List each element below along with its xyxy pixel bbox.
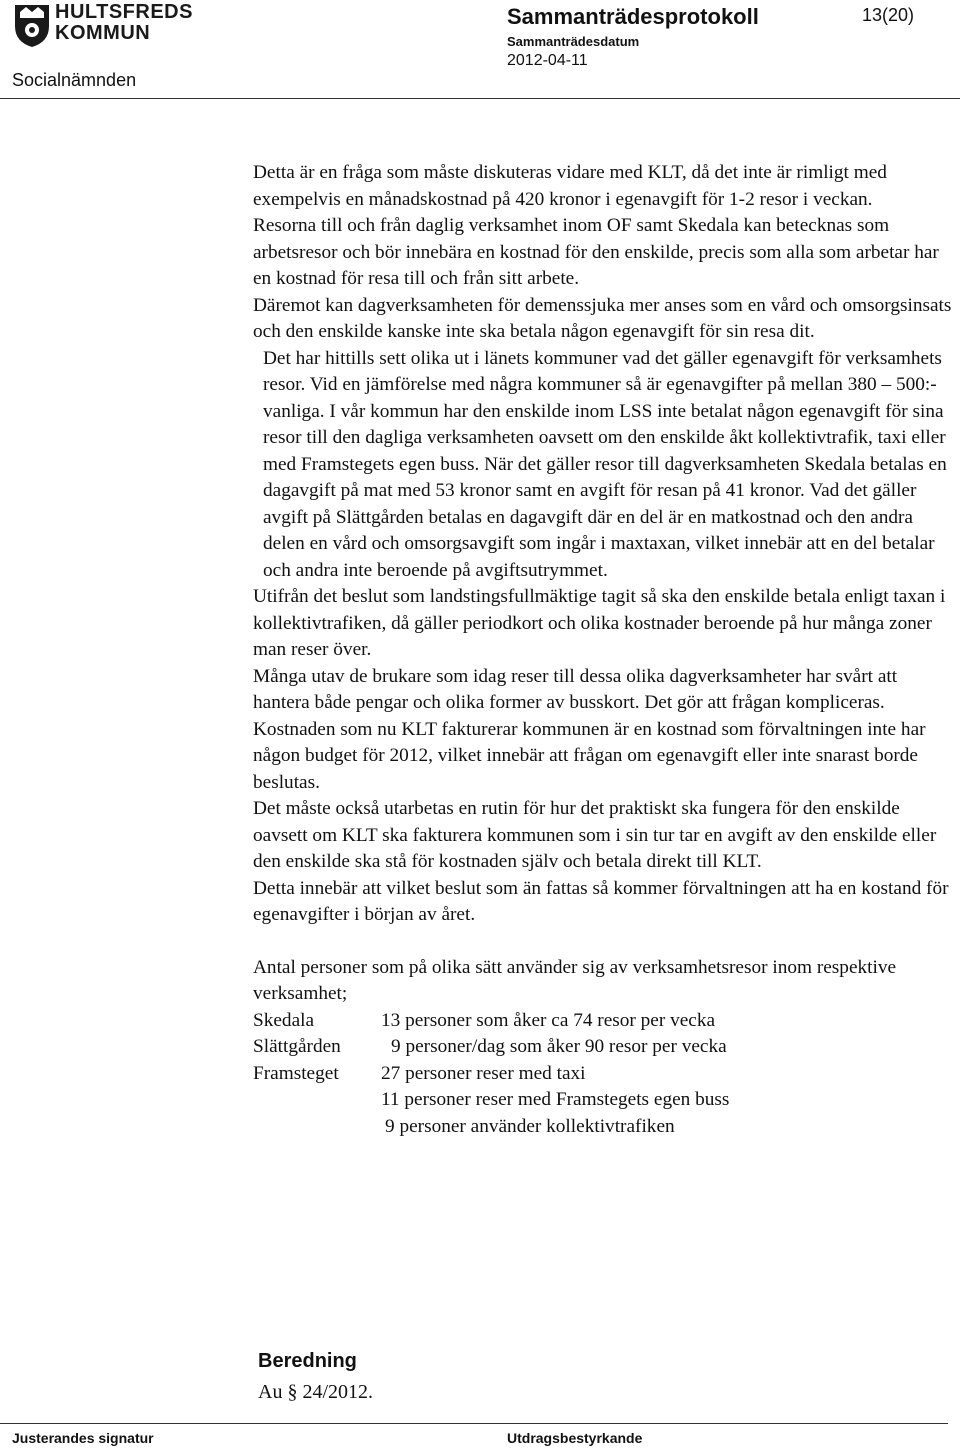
date-label: Sammanträdesdatum	[507, 34, 640, 49]
paragraph: Resorna till och från daglig verksamhet inom OF samt Skedala kan betecknas som arbetsresor och bör innebära en kostnad för den enskilde, precis som alla som arbetar har en kostnad för resa till och från sitt arbete.	[253, 215, 939, 289]
table-text: 9 personer använder kollektivtrafiken	[385, 1115, 675, 1137]
table-row	[253, 1114, 953, 1141]
table-place: Skedala	[253, 1009, 315, 1031]
paragraph: Kostnaden som nu KLT fakturerar kommunen är en kostnad som förvaltningen inte har någon budget för 2012, vilket innebär att frågan om egenavgift eller inte snarast borde beslutas.	[253, 718, 926, 793]
logo-line-2: KOMMUN	[55, 22, 151, 44]
table-text: 9 personer/dag som åker 90 resor per vecka	[391, 1036, 727, 1057]
paragraph: Många utav de brukare som idag reser till dessa olika dagverksamheter har svårt att hantera både pengar och olika former av busskort. Det gör att frågan kompliceras.	[253, 665, 898, 713]
section-reference: Au § 24/2012.	[258, 1381, 373, 1403]
municipality-logo	[12, 2, 212, 50]
document-body	[253, 160, 953, 1140]
paragraph: Däremot kan dagverksamheten för demenssjuka mer anses som en vård och omsorgsinsats och den enskilde kanske inte ska betala någon egenavgift för sin resa dit.	[253, 294, 952, 342]
paragraph: Detta innebär att vilket beslut som än fattas så kommer förvaltningen att ha en kostand för egenavgifter i början av året.	[253, 877, 949, 925]
footer-divider	[0, 1423, 948, 1424]
table-row	[253, 1061, 953, 1088]
table-place	[253, 1114, 381, 1141]
travel-table	[253, 1008, 953, 1141]
paragraph: Det har hittills sett olika ut i länets kommuner vad det gäller egenavgift för verksamhets resor. Vid en jämförelse med några kommuner så är egenavgifter på mellan 380 – 500:- vanliga. I vår kommun har den enskilde inom LSS inte betalat någon egenavgift för sina resor till den dagliga verksamheten oavsett om den enskilde åkt kollektivtrafik, taxi eller med Framstegets egen buss. När det gäller resor till dagverksamheten Skedala betalas en dagavgift på mat med 53 kronor samt en avgift för resan på 41 kronor. Vad det gäller avgift på Slättgården betalas en dagavgift där en del är en matkostnad och den andra delen en vård och omsorgsavgift som ingår i maxtaxan, vilket innebär att en del betalar och andra inte beroende på avgiftsutrymmet.	[263, 347, 947, 581]
table-place	[253, 1087, 381, 1114]
table-text: 13 personer som åker ca 74 resor per vecka	[381, 1009, 716, 1031]
table-place: Slättgården	[253, 1036, 341, 1057]
table-intro: Antal personer som på olika sätt använder sig av verksamhetsresor inom respektive verksamhet;	[253, 956, 897, 1004]
logo-line-1: HULTSFREDS	[55, 1, 193, 23]
date-value: 2012-04-11	[507, 52, 588, 69]
table-text: 27 personer reser med taxi	[381, 1062, 586, 1084]
section-title: Beredning	[258, 1350, 357, 1372]
paragraph: Det måste också utarbetas en rutin för hur det praktiskt ska fungera för den enskilde oavsett om KLT ska fakturera kommunen som i sin tur tar en avgift av den enskilde eller den enskilde ska stå för kostnaden själv och betala direkt till KLT.	[253, 798, 937, 872]
table-place: Framsteget	[253, 1062, 339, 1084]
paragraph: Detta är en fråga som måste diskuteras vidare med KLT, då det inte är rimligt med exempelvis en månadskostnad på 420 kronor i egenavgift för 1-2 resor i veckan.	[253, 162, 887, 210]
page-number: 13(20)	[862, 5, 915, 25]
department-name: Socialnämnden	[12, 70, 137, 90]
paragraph: Utifrån det beslut som landstingsfullmäktige tagit så ska den enskilde betala enligt taxan i kollektivtrafiken, då gäller periodkort och olika kostnader beroende på hur många zoner man reser över.	[253, 586, 946, 660]
table-row	[253, 1008, 953, 1035]
table-row	[253, 1034, 953, 1061]
coat-of-arms-icon	[12, 2, 52, 48]
document-title: Sammanträdesprotokoll	[507, 4, 759, 29]
table-row	[253, 1087, 953, 1114]
table-text: 11 personer reser med Framstegets egen buss	[381, 1089, 730, 1110]
header-divider	[0, 98, 960, 99]
signature-label: Justerandes signatur	[12, 1430, 154, 1446]
certification-label: Utdragsbestyrkande	[507, 1430, 643, 1446]
